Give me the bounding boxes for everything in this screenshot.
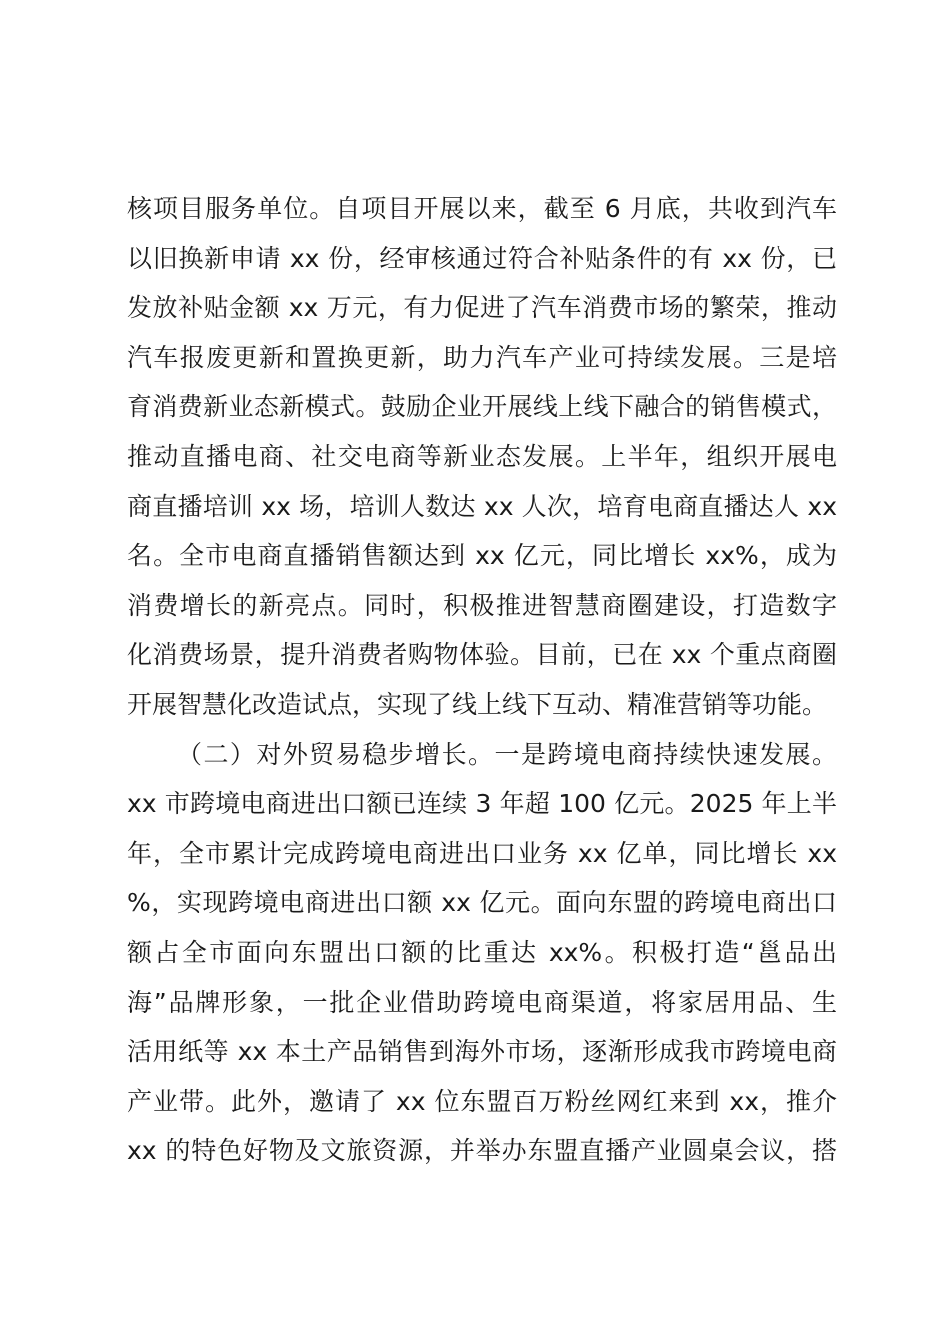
- text-line: 育消费新业态新模式。鼓励企业开展线上线下融合的销售模式，: [127, 392, 837, 422]
- text-line: 以旧换新申请 xx 份，经审核通过符合补贴条件的有 xx 份，已: [127, 243, 837, 273]
- text-line: 推动直播电商、社交电商等新业态发展。上半年，组织开展电: [127, 441, 837, 471]
- text-line: 核项目服务单位。自项目开展以来，截至 6 月底，共收到汽车: [127, 194, 837, 223]
- text-line: 名。全市电商直播销售额达到 xx 亿元，同比增长 xx%，成为: [127, 541, 837, 571]
- text-line: 额占全市面向东盟出口额的比重达 xx%。积极打造“邕品出: [127, 937, 837, 967]
- text-line: 汽车报废更新和置换更新，助力汽车产业可持续发展。三是培: [127, 342, 837, 372]
- text-line: xx 的特色好物及文旅资源，并举办东盟直播产业圆桌会议，搭: [127, 1136, 837, 1166]
- text-line: 消费增长的新亮点。同时，积极推进智慧商圈建设，打造数字: [127, 590, 837, 620]
- text-line: %，实现跨境电商进出口额 xx 亿元。面向东盟的跨境电商出口: [127, 888, 837, 918]
- section-heading-line: （二）对外贸易稳步增长。一是跨境电商持续快速发展。: [177, 739, 837, 769]
- text-line: 海”品牌形象，一批企业借助跨境电商渠道，将家居用品、生: [127, 987, 837, 1017]
- text-line: 年，全市累计完成跨境电商进出口业务 xx 亿单，同比增长 xx: [127, 838, 837, 868]
- text-line: xx 市跨境电商进出口额已连续 3 年超 100 亿元。2025 年上半: [127, 789, 837, 819]
- text-line: 开展智慧化改造试点，实现了线上线下互动、精准营销等功能。: [127, 689, 828, 719]
- text-line: 产业带。此外，邀请了 xx 位东盟百万粉丝网红来到 xx，推介: [127, 1086, 837, 1116]
- text-line: 活用纸等 xx 本土产品销售到海外市场，逐渐形成我市跨境电商: [127, 1037, 837, 1067]
- text-line: 化消费场景，提升消费者购物体验。目前，已在 xx 个重点商圈: [127, 640, 837, 670]
- body-text: [127, 184, 837, 1176]
- text-line: 发放补贴金额 xx 万元，有力促进了汽车消费市场的繁荣，推动: [127, 293, 837, 323]
- text-line: 商直播培训 xx 场，培训人数达 xx 人次，培育电商直播达人 xx: [127, 491, 837, 521]
